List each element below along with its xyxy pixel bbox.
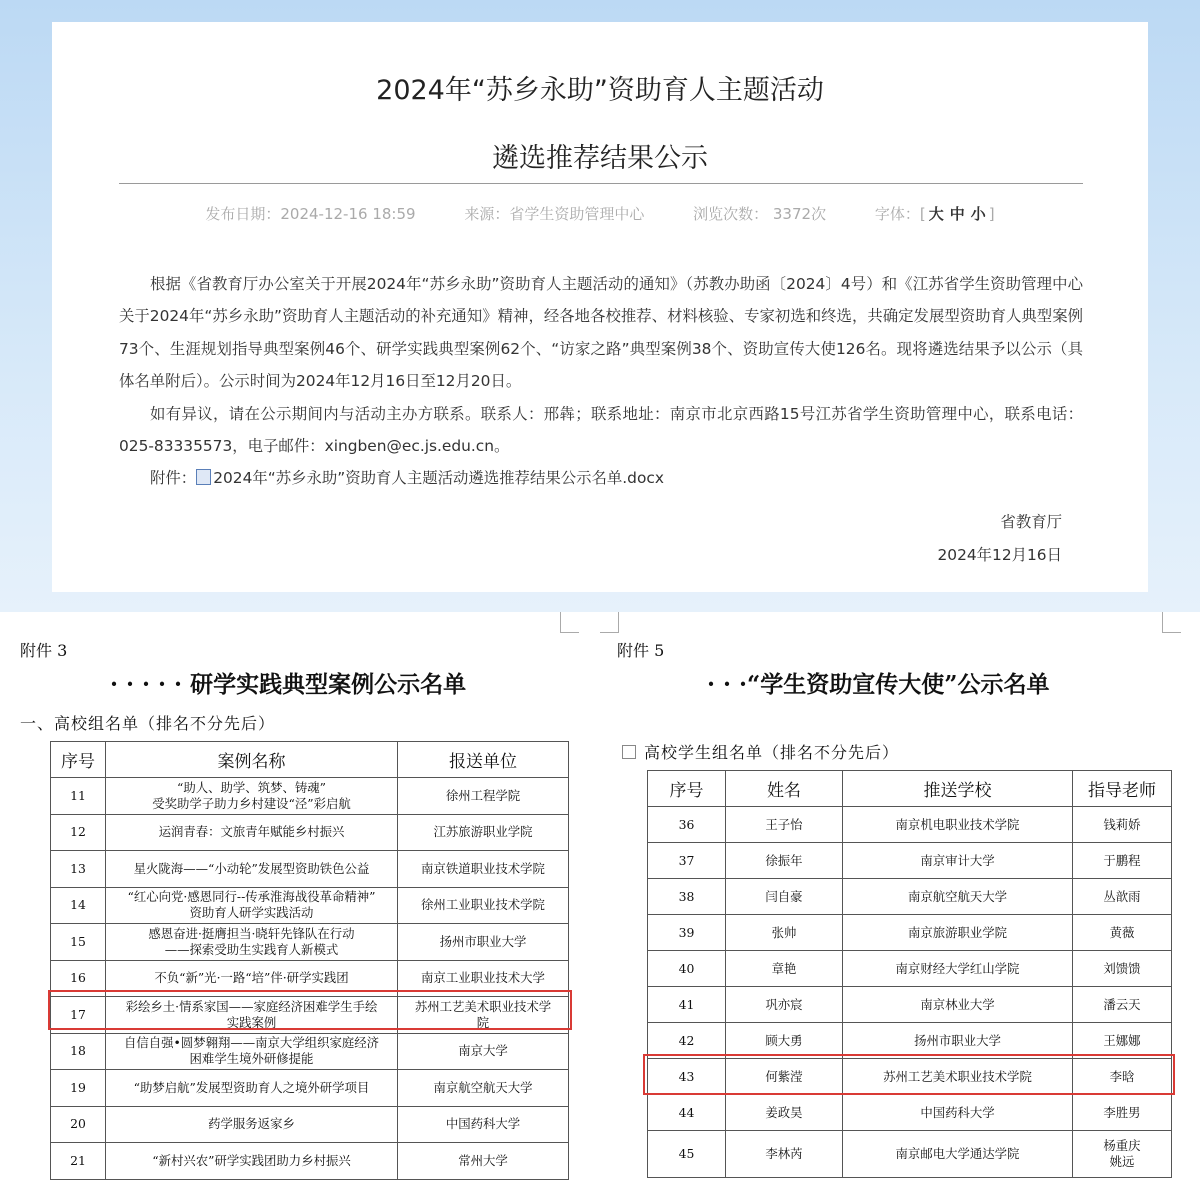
- case-name: 感恩奋进·挺膺担当·晓轩先锋队在行动 ——探索受助生实践育人新模式: [106, 924, 398, 961]
- row-number: 21: [51, 1143, 106, 1180]
- table-row: [648, 1095, 1172, 1131]
- row-number: 45: [648, 1131, 726, 1178]
- school-name: 南京旅游职业学院: [843, 915, 1073, 951]
- attachment5-title: · · ·“学生资助宣传大使”公示名单: [707, 671, 1050, 698]
- row-number: 14: [51, 887, 106, 924]
- table-row: [51, 814, 569, 851]
- student-name: 李林芮: [726, 1131, 843, 1178]
- school-name: 苏州工艺美术职业技术学院: [843, 1059, 1073, 1095]
- advisor-name: 丛歆雨: [1073, 879, 1172, 915]
- student-name: 章艳: [726, 951, 843, 987]
- font-size-label: 字体：[: [874, 205, 926, 223]
- student-name: 闫自豪: [726, 879, 843, 915]
- row-number: 20: [51, 1106, 106, 1143]
- attachment5-subtitle: [622, 740, 899, 763]
- advisor-name: 李胜男: [1073, 1095, 1172, 1131]
- table-row: [51, 924, 569, 961]
- attachment5-subtitle-text: 高校学生组名单（排名不分先后）: [644, 743, 900, 762]
- table-row: [51, 1033, 569, 1070]
- table-row: [51, 1143, 569, 1180]
- font-large-button[interactable]: 大: [928, 205, 944, 223]
- case-table: [50, 741, 569, 1180]
- row-number: 38: [648, 879, 726, 915]
- row-number: 42: [648, 1023, 726, 1059]
- case-name: 药学服务返家乡: [106, 1106, 398, 1143]
- row-number: 15: [51, 924, 106, 961]
- crop-mark: [1162, 612, 1181, 633]
- docx-file-icon: [196, 469, 211, 485]
- reporting-unit: 南京铁道职业技术学院: [398, 851, 569, 888]
- col-header-teacher: 指导老师: [1073, 771, 1172, 807]
- row-number: 37: [648, 843, 726, 879]
- highlight-box-row-17: [48, 990, 572, 1030]
- attachment-line: [119, 462, 1083, 494]
- col-header-school: 推送学校: [843, 771, 1073, 807]
- table-row: [51, 1070, 569, 1107]
- col-header-no: 序号: [51, 742, 106, 778]
- notice-paragraph-2: 如有异议，请在公示期间内与活动主办方联系。联系人：邢犇；联系地址：南京市北京西路15号江苏省学生资助管理中心，联系电话：025-83335573，电子邮件：xingben@ec.js.edu.cn。: [119, 404, 1083, 456]
- reporting-unit: 江苏旅游职业学院: [398, 814, 569, 851]
- table-row: [648, 951, 1172, 987]
- reporting-unit: 扬州市职业大学: [398, 924, 569, 961]
- row-number: 19: [51, 1070, 106, 1107]
- notice-title-line1: 2024年“苏乡永助”资助育人主题活动: [376, 75, 824, 106]
- school-name: 扬州市职业大学: [843, 1023, 1073, 1059]
- view-count: 浏览次数： 3372次: [693, 205, 827, 223]
- reporting-unit: 常州大学: [398, 1143, 569, 1180]
- table-row: [51, 1106, 569, 1143]
- row-number: 41: [648, 987, 726, 1023]
- col-header-unit: 报送单位: [398, 742, 569, 778]
- row-number: 40: [648, 951, 726, 987]
- advisor-name: 潘云天: [1073, 987, 1172, 1023]
- notice-body: [119, 268, 1083, 495]
- school-name: 南京机电职业技术学院: [843, 807, 1073, 843]
- table-row: [648, 843, 1172, 879]
- student-name: 王子怡: [726, 807, 843, 843]
- row-number: 43: [648, 1059, 726, 1095]
- table-row: [648, 915, 1172, 951]
- row-number: 39: [648, 915, 726, 951]
- attachment5-document: [600, 612, 1200, 1200]
- publish-date: 发布日期：2024-12-16 18:59: [205, 205, 416, 223]
- case-name: “助梦启航”发展型资助育人之境外研学项目: [106, 1070, 398, 1107]
- source: 来源：省学生资助管理中心: [464, 205, 645, 223]
- student-name: 巩亦宸: [726, 987, 843, 1023]
- case-name: 自信自强•圆梦翱翔——南京大学组织家庭经济 困难学生境外研修提能: [106, 1033, 398, 1070]
- advisor-name: 黄薇: [1073, 915, 1172, 951]
- row-number: 17: [51, 997, 106, 1034]
- advisor-name: 王娜娜: [1073, 1023, 1172, 1059]
- reporting-unit: 徐州工程学院: [398, 778, 569, 815]
- table-header-row: [648, 771, 1172, 807]
- signer: 省教育厅: [1000, 513, 1062, 531]
- ambassador-table: [647, 770, 1172, 1178]
- table-handle-icon: [622, 745, 636, 759]
- school-name: 南京邮电大学通达学院: [843, 1131, 1073, 1178]
- student-name: 何紫滢: [726, 1059, 843, 1095]
- attachment3-title: · · · · · 研学实践典型案例公示名单: [110, 671, 467, 698]
- reporting-unit: 南京航空航天大学: [398, 1070, 569, 1107]
- table-header-row: [51, 742, 569, 778]
- advisor-name: 刘馈馈: [1073, 951, 1172, 987]
- advisor-name: 李晗: [1073, 1059, 1172, 1095]
- sign-date: 2024年12月16日: [937, 546, 1062, 564]
- table-row: [51, 778, 569, 815]
- notice-paragraph-1: 根据《省教育厅办公室关于开展2024年“苏乡永助”资助育人主题活动的通知》（苏教办助函〔2024〕4号）和《江苏省学生资助管理中心关于2024年“苏乡永助”资助育人主题活动的补充通知》精神，经各地各校推荐、材料核验、专家初选和终选，共确定发展型资助育人典型案例73个、生涯规划指导典型案例46个、研学实践典型案例62个、“访家之路”典型案例38个、资助宣传大使126名。现将遴选结果予以公示（具体名单附后）。公示时间为2024年12月16日至12月20日。: [119, 275, 1083, 391]
- attachment-link[interactable]: 2024年“苏乡永助”资助育人主题活动遴选推荐结果公示名单.docx: [213, 469, 664, 488]
- attachment3-label: 附件 3: [20, 641, 68, 660]
- school-name: 中国药科大学: [843, 1095, 1073, 1131]
- advisor-name: 杨重庆 姚远: [1073, 1131, 1172, 1178]
- row-number: 13: [51, 851, 106, 888]
- case-name: 星火陇海——“小动轮”发展型资助铁色公益: [106, 851, 398, 888]
- case-name: “红心向党·感恩同行--传承淮海战役革命精神” 资助育人研学实践活动: [106, 887, 398, 924]
- advisor-name: 于鹏程: [1073, 843, 1172, 879]
- row-number: 18: [51, 1033, 106, 1070]
- case-name: 彩绘乡土·情系家国——家庭经济困难学生手绘 实践案例: [106, 997, 398, 1034]
- font-small-button[interactable]: 小: [970, 205, 986, 223]
- school-name: 南京审计大学: [843, 843, 1073, 879]
- table-row: [51, 887, 569, 924]
- reporting-unit: 南京工业职业技术大学: [398, 960, 569, 997]
- notice-title-line2: 遴选推荐结果公示: [492, 143, 708, 174]
- row-number: 12: [51, 814, 106, 851]
- table-row: [648, 879, 1172, 915]
- attachment3-document: [0, 612, 600, 1200]
- case-name: “助人、助学、筑梦、铸魂” 受奖助学子助力乡村建设“泾”彩启航: [106, 778, 398, 815]
- student-name: 顾大勇: [726, 1023, 843, 1059]
- student-name: 姜政昊: [726, 1095, 843, 1131]
- student-name: 徐振年: [726, 843, 843, 879]
- case-name: “新村兴农”研学实践团助力乡村振兴: [106, 1143, 398, 1180]
- font-size-switcher: [875, 205, 995, 223]
- advisor-name: 钱莉娇: [1073, 807, 1172, 843]
- notice-panel: [52, 22, 1148, 592]
- row-number: 16: [51, 960, 106, 997]
- table-row: [648, 1131, 1172, 1178]
- row-number: 11: [51, 778, 106, 815]
- table-row: [51, 851, 569, 888]
- crop-mark: [600, 612, 619, 633]
- crop-mark: [560, 612, 579, 633]
- col-header-no: 序号: [648, 771, 726, 807]
- col-header-case: 案例名称: [106, 742, 398, 778]
- reporting-unit: 徐州工业职业技术学院: [398, 887, 569, 924]
- highlight-box-row-43: [643, 1054, 1175, 1095]
- row-number: 36: [648, 807, 726, 843]
- attachment-label: 附件：: [150, 469, 197, 488]
- school-name: 南京财经大学红山学院: [843, 951, 1073, 987]
- reporting-unit: 南京大学: [398, 1033, 569, 1070]
- font-medium-button[interactable]: 中: [949, 205, 965, 223]
- reporting-unit: 中国药科大学: [398, 1106, 569, 1143]
- font-size-bracket: ]: [988, 205, 995, 223]
- school-name: 南京航空航天大学: [843, 879, 1073, 915]
- school-name: 南京林业大学: [843, 987, 1073, 1023]
- case-name: 不负“新”光·一路“培”伴·研学实践团: [106, 960, 398, 997]
- table-row: [648, 807, 1172, 843]
- table-row: [648, 987, 1172, 1023]
- student-name: 张帅: [726, 915, 843, 951]
- attachment3-subtitle: 一、高校组名单（排名不分先后）: [20, 714, 276, 733]
- row-number: 44: [648, 1095, 726, 1131]
- notice-meta: [52, 203, 1148, 224]
- col-header-name: 姓名: [726, 771, 843, 807]
- reporting-unit: 苏州工艺美术职业技术学 院: [398, 997, 569, 1034]
- title-divider: [119, 183, 1083, 184]
- attachment5-label: 附件 5: [617, 641, 665, 660]
- case-name: 运润青春：文旅青年赋能乡村振兴: [106, 814, 398, 851]
- signature-block: [937, 506, 1062, 572]
